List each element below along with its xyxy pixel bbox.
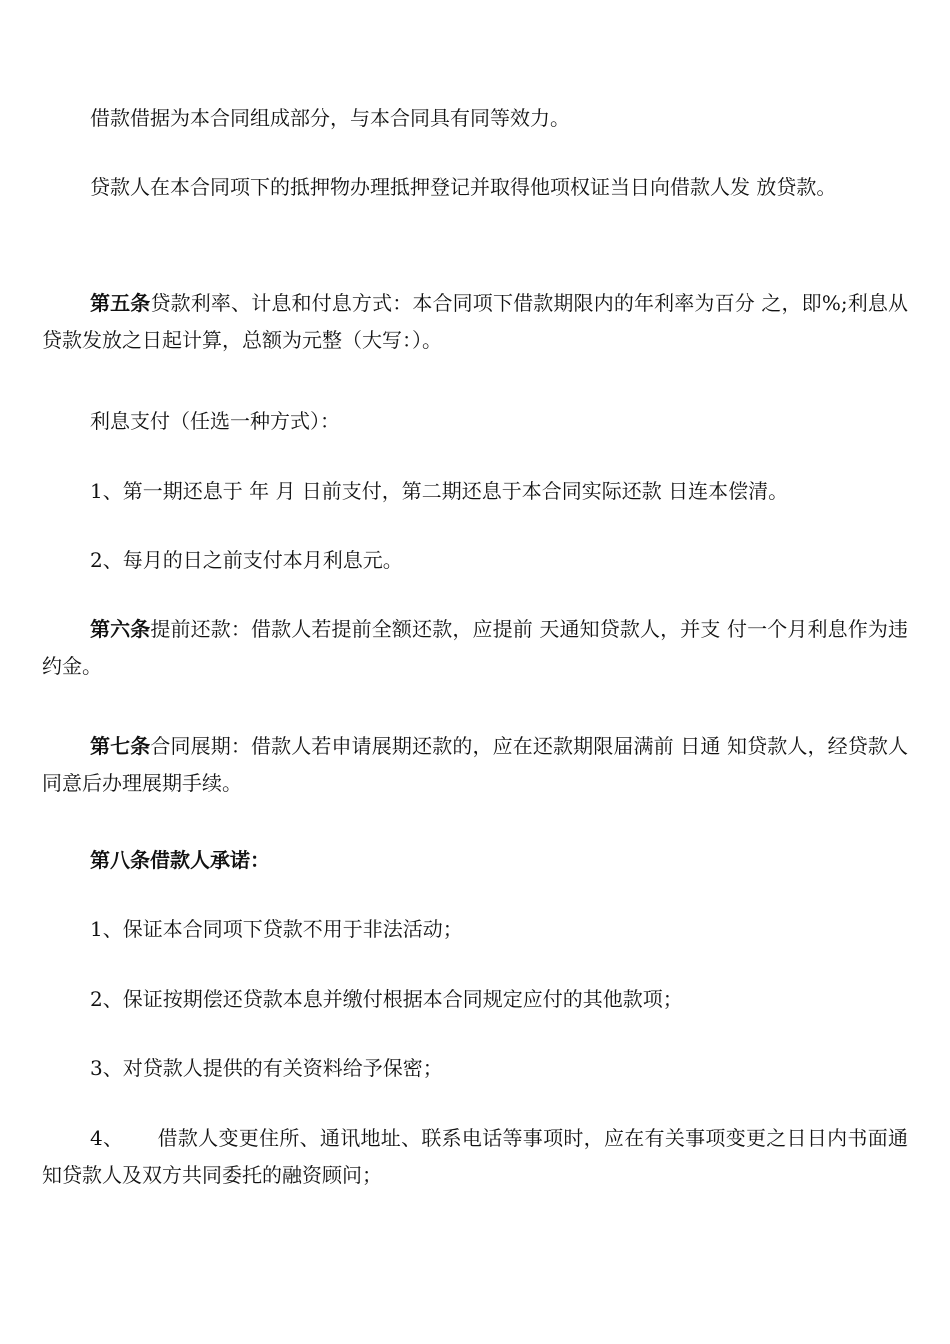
article-5-heading: 第五条 [90,291,151,315]
promise-4-number: 4、 [90,1126,124,1150]
list-item-promise-3: 3、对贷款人提供的有关资料给予保密； [90,1056,443,1080]
list-item-promise-1: 1、保证本合同项下贷款不用于非法活动； [90,917,463,941]
article-8-heading: 第八条借款人承诺： [90,848,270,872]
list-item-promise-4 [42,1120,908,1194]
article-6-body: 提前还款：借款人若提前全额还款，应提前 天通知贷款人，并支 付一个月利息作为违约金。 [42,617,908,678]
list-item-promise-2: 2、保证按期偿还贷款本息并缴付根据本合同规定应付的其他款项； [90,987,683,1011]
paragraph-article-6 [42,611,908,685]
paragraph-disbursement: 贷款人在本合同项下的抵押物办理抵押登记并取得他项权证当日向借款人发 放贷款。 [90,175,837,199]
article-6-heading: 第六条 [90,617,151,641]
promise-4-body: 借款人变更住所、通讯地址、联系电话等事项时，应在有关事项变更之日日内书面通知贷款人及双方共同委托的融资顾问； [42,1126,908,1187]
article-7-body: 合同展期：借款人若申请展期还款的，应在还款期限届满前 日通 知贷款人，经贷款人同意后办理展期手续。 [42,734,908,795]
article-5-body: 贷款利率、计息和付息方式：本合同项下借款期限内的年利率为百分 之，即%;利息从贷款发放之日起计算，总额为元整（大写：）。 [42,291,909,352]
paragraph-article-5 [42,285,908,359]
paragraph-loan-receipt: 借款借据为本合同组成部分，与本合同具有同等效力。 [90,106,570,130]
list-item-interest-option-1: 1、第一期还息于 年 月 日前支付，第二期还息于本合同实际还款 日连本偿清。 [90,479,789,503]
article-7-heading: 第七条 [90,734,151,758]
list-item-interest-option-2: 2、每月的日之前支付本月利息元。 [90,548,403,572]
paragraph-interest-payment: 利息支付（任选一种方式）： [90,409,340,433]
paragraph-article-7 [42,728,908,802]
